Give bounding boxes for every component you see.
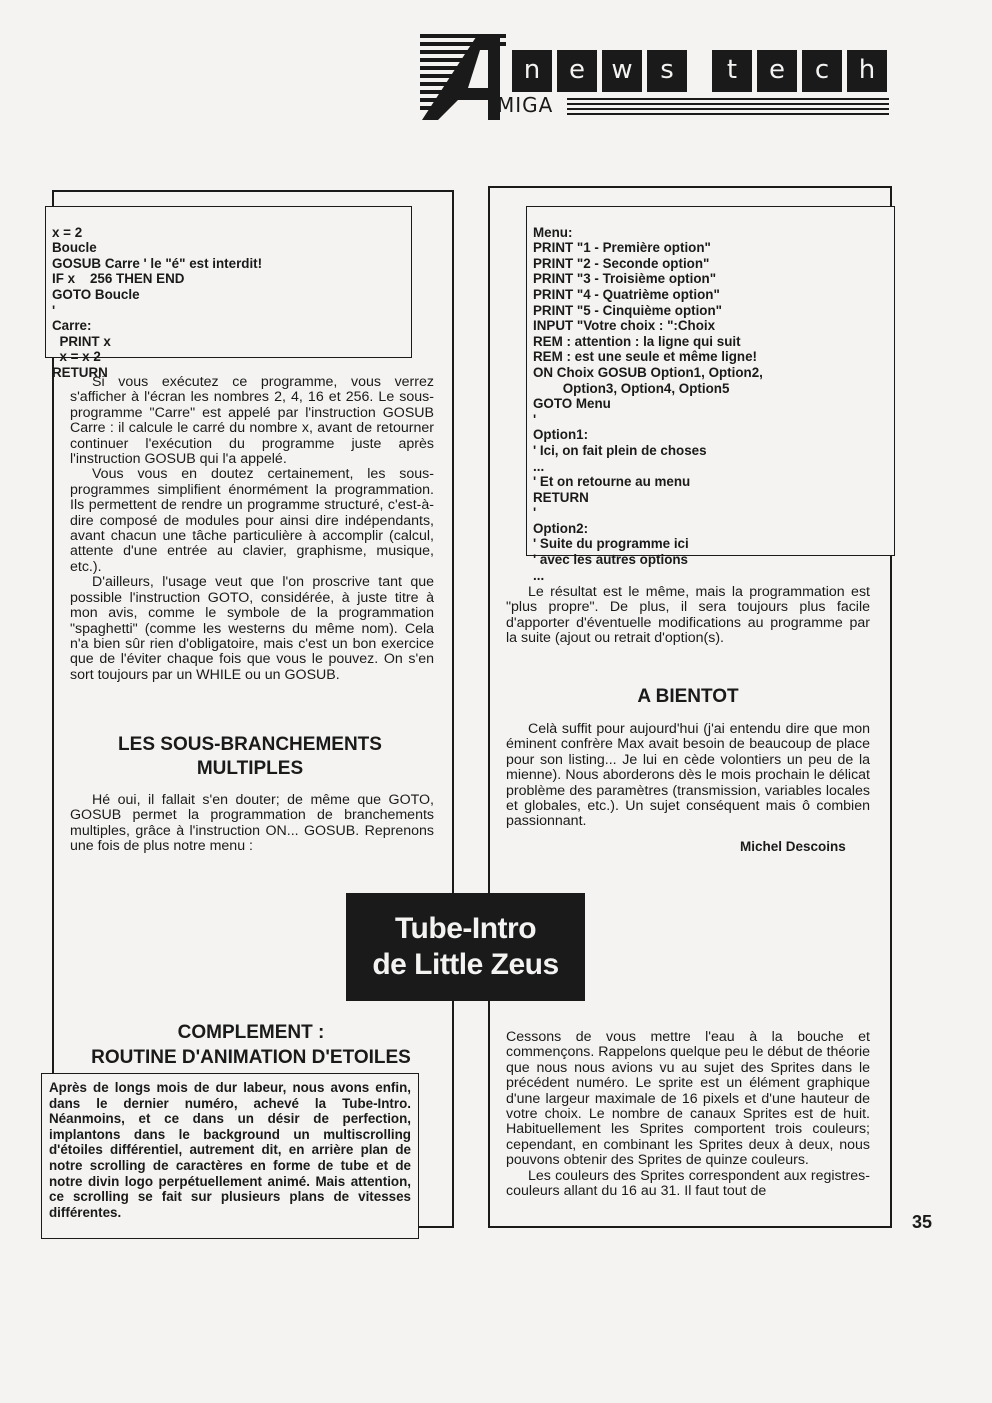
code-line: x = 2 — [52, 224, 83, 240]
code-line: ' Suite du programme ici — [533, 536, 689, 552]
code-line: GOTO Boucle — [52, 286, 140, 302]
logo-letter-w: w — [602, 50, 642, 92]
code-line: ON Choix GOSUB Option1, Option2, — [533, 364, 763, 380]
bientot-text — [506, 722, 870, 830]
code-line: Menu: — [533, 224, 573, 240]
code-line: Boucle — [52, 240, 97, 256]
left-article-text — [70, 375, 434, 683]
heading-complement-line1: COMPLEMENT : — [177, 1022, 325, 1043]
paragraph: Vous vous en doutez certainement, les sous-programmes simplifient énormément la programmation. Ils permettent de rendre un programme structuré, c'est-à-dire composé de modules pour ainsi dire indépendants, avant chacun une tâche particulière à accomplir (calcul, attente d'une entrée au clavier, graphisme, musique, etc.). — [70, 466, 434, 575]
code-line: ' Et on retourne au menu — [533, 474, 691, 490]
paragraph: D'ailleurs, l'usage veut que l'on proscrive tant que possible l'instruction GOTO, considérée, à juste titre à mon avis, comme le symbole de la programmation "spaghetti" (comme les westerns du même nom). Cela n'a bien sûr rien d'obligatoire, mais c'est un bon exercice que de l'éviter chaque fois que vous le pouvez. On s'en sort toujours par un WHILE ou un GOSUB. — [70, 574, 434, 683]
logo-letter-h: h — [847, 50, 887, 92]
code-line: RETURN — [533, 489, 589, 505]
banner-line1: Tube-Intro — [394, 912, 537, 945]
code-line: Carre: — [52, 318, 92, 334]
intro-box: Après de longs mois de dur labeur, nous avons enfin, dans le dernier numéro, achevé la Tube-Intro. Néanmoins, et ce dans un désir de perfection, implantons dans le background un multiscrolling d'étoiles différentiel, autrement dit, en arrière plan de notre scrolling de caractères en forme de tube et de notre divin logo perpétuellement animé. Mais attention, ce scrolling se fait sur plusieurs plans de vitesses différentes. — [41, 1073, 419, 1239]
result-text — [506, 585, 870, 647]
logo-letter-n: n — [512, 50, 552, 92]
code-line: ' — [533, 411, 537, 427]
logo-amiga-text: MIGA — [497, 93, 554, 117]
heading-a-bientot: A BIENTOT — [637, 686, 739, 707]
sous-branchements-text — [70, 793, 434, 855]
code-line: PRINT x — [52, 333, 111, 349]
code-line: PRINT "2 - Seconde option" — [533, 255, 710, 271]
code-line: ' Ici, on fait plein de choses — [533, 442, 707, 458]
paragraph: Cessons de vous mettre l'eau à la bouche et commençons. Rappelons quelque peu le début de théorie que nous nous avions vu au sujet des Sprites dans le précédent numéro. Le sprite est un élément graphique d'une largeur maximale de 16 pixels et d'une hauteur de votre choix. Le nombre de canaux Sprites est de huit. Habituellement les Sprites comportent trois couleurs; cependant, en combinant les Sprites deux à deux, nous pouvons obtenir des Sprites de quinze couleurs. — [506, 1029, 870, 1169]
paragraph: Hé oui, il fallait s'en douter; de même que GOTO, GOSUB permet la programmation de branchements multiples, grâce à l'instruction ON... GOSUB. Reprenons une fois de plus notre menu : — [70, 792, 434, 855]
heading-complement — [52, 1020, 450, 1070]
heading-sous-branchements: LES SOUS-BRANCHEMENTS MULTIPLES — [118, 734, 382, 779]
logo-letter-t: t — [712, 50, 752, 92]
code-line: ... — [533, 458, 545, 474]
code-line: INPUT "Votre choix : ":Choix — [533, 318, 716, 334]
code-line: IF x 256 THEN END — [52, 271, 185, 287]
code-line: PRINT "1 - Première option" — [533, 240, 711, 256]
code-line: Option3, Option4, Option5 — [533, 380, 730, 396]
paragraph: Celà suffit pour aujourd'hui (j'ai entendu dire que mon éminent confrère Max avait besoin de beaucoup de place pour son listing... Je lui en cède volontiers un peu de la mienne). Nous aborderons dès le mois prochain le délicat problème des paramètres (transmission, variables locales et globales, etc.). Un sujet conséquent mais ô combien passionnant. — [506, 721, 870, 830]
code-line: x = x 2 — [52, 349, 101, 365]
logo-letter-e2: e — [757, 50, 797, 92]
left-code-block — [45, 206, 412, 380]
code-line: GOTO Menu — [533, 396, 611, 412]
code-line: REM : attention : la ligne qui suit — [533, 333, 741, 349]
paragraph: Le résultat est le même, mais la programmation est "plus propre". De plus, il sera toujours plus facile d'apporter d'éventuelle modifications au programme par la suite (ajout ou retrait d'option(s). — [506, 584, 870, 647]
code-line: ' — [533, 505, 537, 521]
paragraph: Les couleurs des Sprites correspondent aux registres-couleurs allant du 16 au 31. Il faut tout de — [506, 1167, 870, 1200]
logo-letter-c: c — [802, 50, 842, 92]
code-line: PRINT "4 - Quatrième option" — [533, 286, 720, 302]
heading-complement-line2: ROUTINE D'ANIMATION D'ETOILES — [91, 1047, 411, 1068]
page-number: 35 — [912, 1212, 933, 1232]
logo-letter-e: e — [557, 50, 597, 92]
paragraph: Si vous exécutez ce programme, vous verrez s'afficher à l'écran les nombres 2, 4, 16 et 256. Le sous-programme "Carre" est appelé par l'instruction GOSUB Carre : il calcule le carré du nombre x, avant de retourner continuer l'exécution du programme juste après l'instruction GOSUB qui l'a appelé. — [70, 374, 434, 468]
code-line: ' — [52, 302, 56, 318]
code-line: PRINT "3 - Troisième option" — [533, 271, 717, 287]
sprites-text — [506, 1030, 870, 1199]
code-line: GOSUB Carre ' le "é" est interdit! — [52, 255, 263, 271]
code-line: PRINT "5 - Cinquième option" — [533, 302, 723, 318]
code-line: ' avec les autres options — [533, 552, 689, 568]
code-line: Option2: — [533, 520, 589, 536]
code-line: RETURN — [52, 364, 108, 380]
tube-intro-banner — [346, 893, 585, 1001]
code-line: ... — [533, 567, 545, 583]
code-line: Option1: — [533, 427, 589, 443]
author-signature: Michel Descoins — [740, 839, 846, 854]
logo-letter-s: s — [647, 50, 687, 92]
logo-a-icon — [418, 30, 508, 122]
right-code-block — [526, 206, 895, 583]
code-line: REM : est une seule et même ligne! — [533, 349, 757, 365]
banner-line2: de Little Zeus — [372, 948, 559, 981]
